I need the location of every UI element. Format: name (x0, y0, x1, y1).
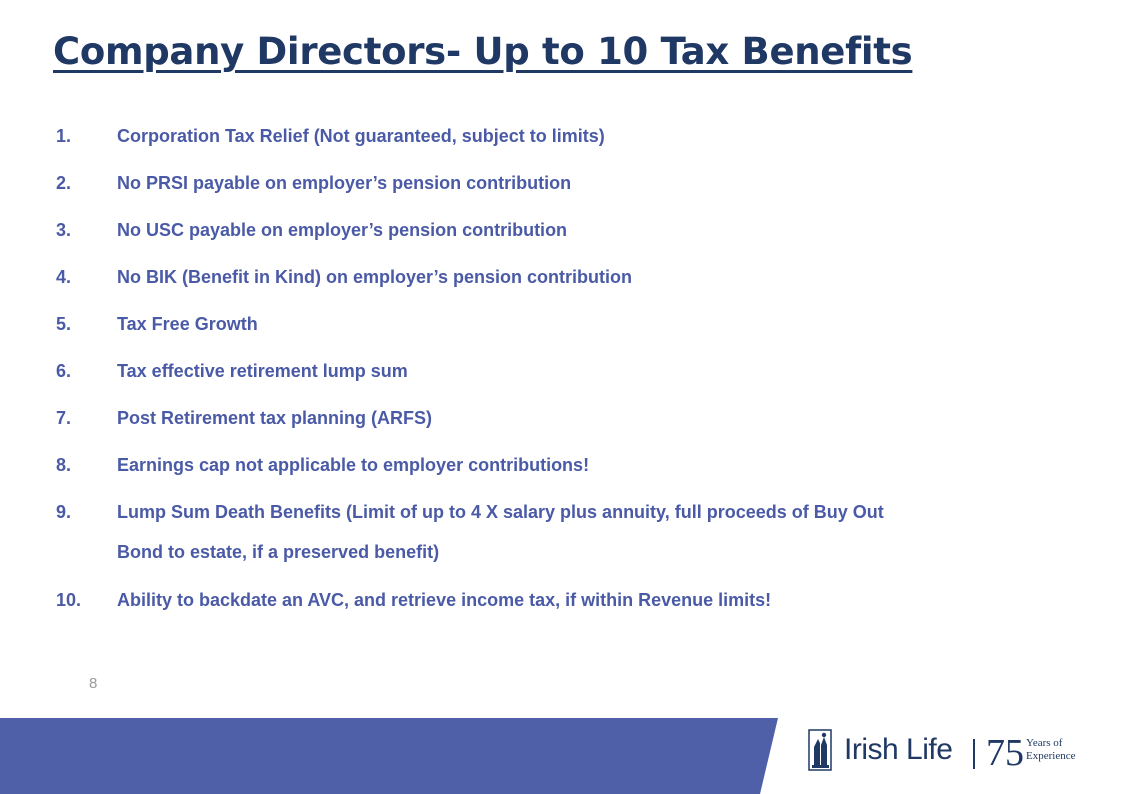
benefit-text-line: Post Retirement tax planning (ARFS) (117, 408, 433, 428)
benefit-text-line: Tax Free Growth (117, 314, 258, 334)
anniversary-75-icon (986, 731, 1026, 771)
benefit-text-line: Corporation Tax Relief (Not guaranteed, subject to limits) (117, 126, 605, 146)
irish-life-logo (808, 727, 1088, 773)
benefit-text-line: Tax effective retirement lump sum (117, 361, 408, 381)
anniversary-tagline (1026, 737, 1075, 763)
brand-name: Irish Life (844, 733, 953, 766)
tagline-line-1: Years of (1026, 737, 1063, 749)
page-number: 8 (89, 675, 98, 692)
benefit-text-line: Lump Sum Death Benefits (Limit of up to 4 X salary plus annuity, full proceeds of Buy Out (117, 502, 884, 522)
benefit-text-line: Ability to backdate an AVC, and retrieve income tax, if within Revenue limits! (117, 590, 772, 610)
benefit-number: 5. (56, 314, 72, 334)
benefit-text-line: No PRSI payable on employer’s pension contribution (117, 173, 572, 193)
benefit-number: 9. (56, 502, 72, 522)
benefit-text-line: Bond to estate, if a preserved benefit) (117, 542, 440, 562)
logo-divider (973, 739, 975, 769)
benefit-number: 4. (56, 267, 72, 287)
benefit-text-line: No USC payable on employer’s pension contribution (117, 220, 568, 240)
benefit-text-line: Earnings cap not applicable to employer contributions! (117, 455, 590, 475)
benefit-number: 10. (56, 590, 82, 610)
anniversary-number: 75 (986, 732, 1024, 771)
benefit-number: 1. (56, 126, 72, 146)
tagline-line-2: Experience (1026, 750, 1076, 762)
benefit-number: 3. (56, 220, 72, 240)
irish-life-emblem-icon (808, 729, 836, 771)
slide-title: Company Directors- Up to 10 Tax Benefits (53, 30, 913, 73)
benefit-number: 2. (56, 173, 72, 193)
benefit-number: 6. (56, 361, 72, 381)
benefit-number: 7. (56, 408, 72, 428)
benefit-number: 8. (56, 455, 72, 475)
benefit-text-line: No BIK (Benefit in Kind) on employer’s pension contribution (117, 267, 632, 287)
